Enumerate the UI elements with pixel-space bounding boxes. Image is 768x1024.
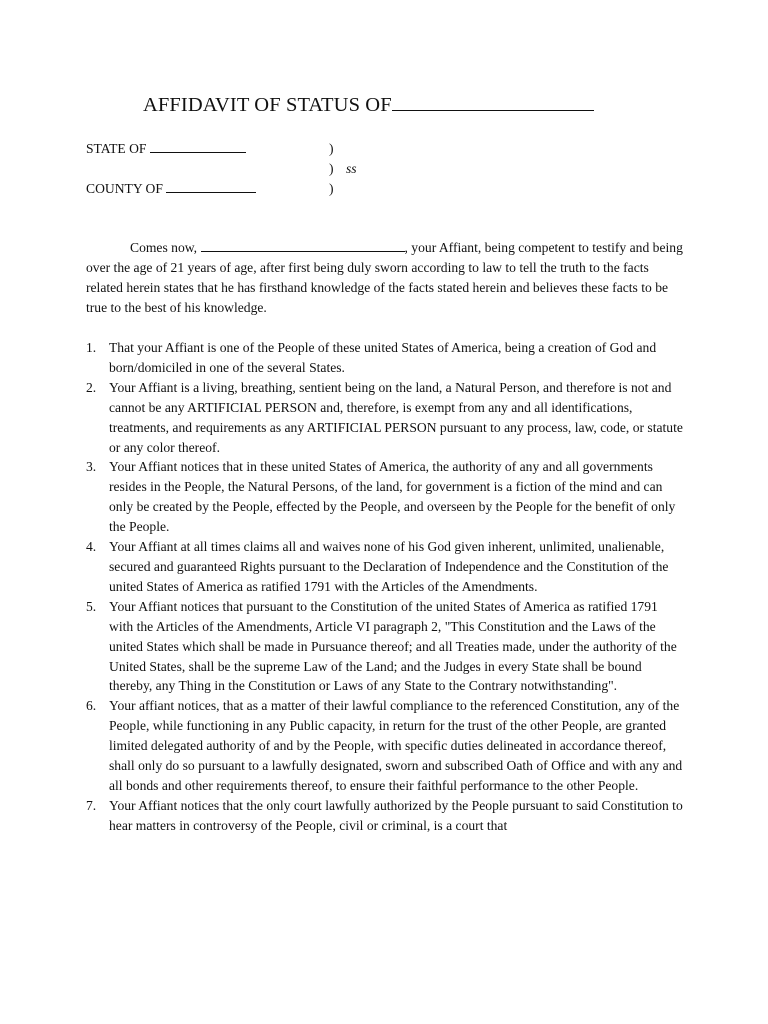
item-number: 3. — [86, 459, 97, 475]
county-label: COUNTY OF — [86, 181, 163, 196]
caption-paren-1: ) — [329, 141, 334, 156]
list-item — [86, 537, 684, 597]
title-name-blank — [392, 109, 594, 111]
item-text: Your Affiant is a living, breathing, sentient being on the land, a Natural Person, and therefore is not and cannot be any ARTIFICIAL PERSON and, therefore, is exempt from any and all identifications, treatments, and requirements as any ARTIFICIAL PERSON pursuant to any process, law, code, or statute or any color thereof. — [109, 379, 683, 455]
item-number: 4. — [86, 539, 97, 555]
item-text: Your affiant notices, that as a matter of their lawful compliance to the referenced Constitution, any of the People, while functioning in any Public capacity, in return for the trust of the other People, are granted limited delegated authority of and by the People, with specific duties delineated in accordance thereof, shall only do so pursuant to a lawfully designated, sworn and subscribed Oath of Office and with any and all bonds and other requirements thereof, to ensure their faithful performance to the other People. — [109, 698, 683, 793]
state-blank — [150, 151, 246, 153]
intro-comes-now: Comes now, — [130, 240, 198, 255]
intro-paragraph — [86, 238, 686, 318]
item-number: 1. — [86, 340, 97, 355]
list-item — [86, 696, 684, 796]
caption-ss: ss — [346, 161, 357, 176]
county-blank — [166, 191, 256, 193]
county-line — [86, 181, 256, 197]
intro-body: , your Affiant, being competent to testify and being over the age of 21 years of age, after first being duly sworn according to law to tell the truth to the facts related herein states that he has firsthand knowledge of the facts stated herein and believes these facts to be true to the best of his knowledge. — [86, 240, 683, 315]
list-item — [86, 338, 684, 378]
caption-paren-2: ) — [329, 161, 334, 176]
item-text: Your Affiant at all times claims all and waives none of his God given inherent, unlimited, unalienable, secured and guaranteed Rights pursuant to the Declaration of Independence and the Constitution of the united States of America as ratified 1791 with the Articles of the Amendments. — [109, 539, 669, 594]
item-text: Your Affiant notices that pursuant to the Constitution of the united States of America as ratified 1791 with the Articles of the Amendments, Article VI paragraph 2, "This Constitution and the Laws of the united States which shall be made in Pursuance thereof; and all Treaties made, under the authority of the United States, shall be the supreme Law of the Land; and the Judges in every State shall be bound thereby, any Thing in the Constitution or Laws of any State to the Contrary notwithstanding". — [109, 598, 677, 694]
affiant-name-blank — [201, 250, 405, 252]
numbered-statements — [86, 338, 684, 836]
list-item — [86, 597, 684, 697]
list-item — [86, 457, 684, 537]
document-title-text: AFFIDAVIT OF STATUS OF — [143, 94, 392, 116]
item-number: 5. — [86, 598, 97, 614]
document-title — [143, 94, 594, 117]
list-item — [86, 796, 684, 836]
list-item — [86, 378, 684, 458]
item-number: 7. — [86, 797, 97, 813]
item-text: Your Affiant notices that in these united States of America, the authority of any and all governments resides in the People, the Natural Persons, of the land, for government is a fiction of the mind and can only be created by the People, effected by the People, and overseen by the People for the benefit of only the People. — [109, 459, 676, 535]
caption-paren-3: ) — [329, 181, 334, 196]
item-text: Your Affiant notices that the only court lawfully authorized by the People pursuant to said Constitution to hear matters in controversy of the People, civil or criminal, is a court that — [109, 797, 683, 833]
item-number: 6. — [86, 698, 97, 714]
item-text: That your Affiant is one of the People of these united States of America, being a creation of God and born/domiciled in one of the several States. — [109, 340, 657, 375]
item-number: 2. — [86, 379, 97, 395]
state-label: STATE OF — [86, 141, 147, 156]
state-line — [86, 141, 246, 157]
